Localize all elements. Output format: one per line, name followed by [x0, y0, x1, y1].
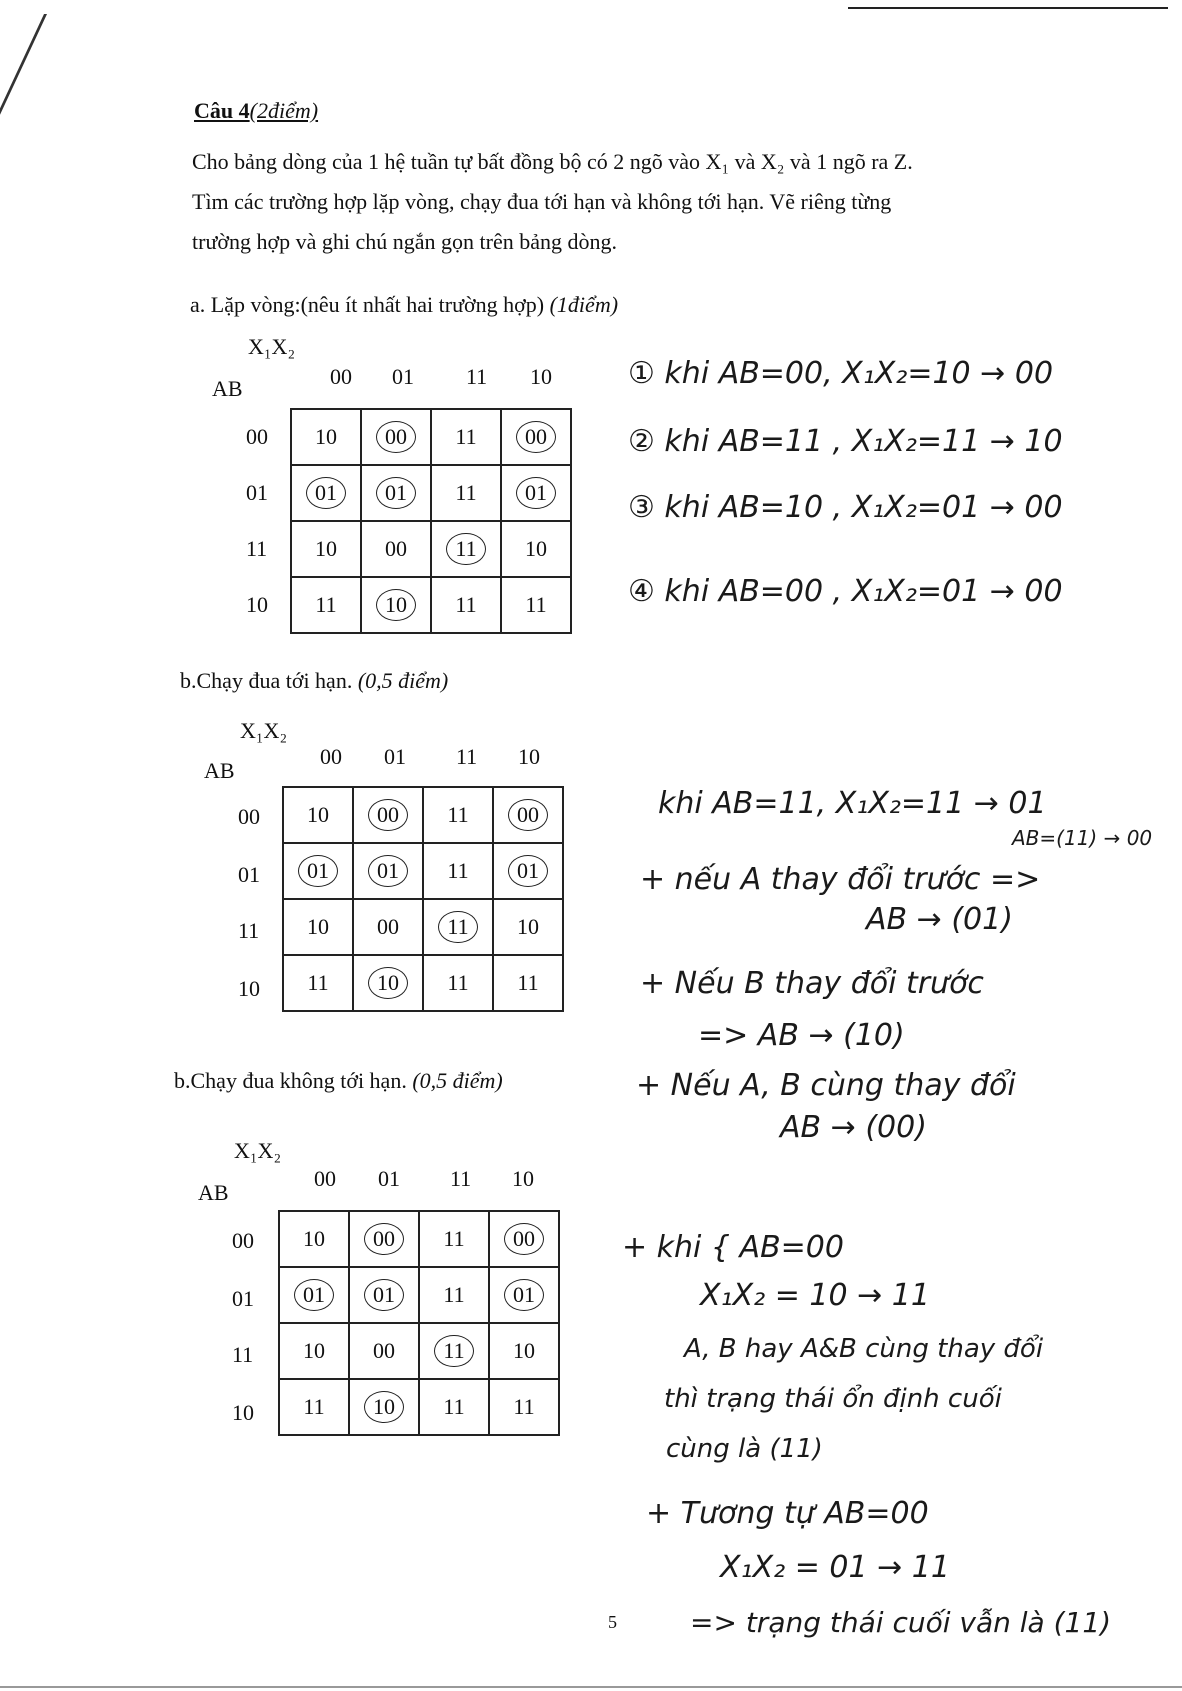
- stable-state: 01: [508, 855, 548, 887]
- table-cell: [431, 521, 501, 577]
- stable-state: 00: [368, 799, 408, 831]
- next-state: 10: [525, 536, 547, 561]
- next-state: 11: [315, 592, 337, 617]
- stable-state: 01: [376, 477, 416, 509]
- stable-state: 00: [364, 1223, 404, 1255]
- part-b1-label: b.Chạy đua tới hạn. (0,5 điểm): [180, 668, 449, 693]
- row-header: 10: [238, 976, 260, 1001]
- row-header: 00: [246, 424, 268, 449]
- next-state: 11: [303, 1394, 325, 1419]
- table-cell: [493, 955, 563, 1011]
- page-number: 5: [608, 1612, 617, 1632]
- next-state: 10: [307, 802, 329, 827]
- stable-state: 01: [298, 855, 338, 887]
- row-var-label: AB: [212, 376, 243, 401]
- next-state: 11: [455, 424, 477, 449]
- table-cell: [489, 1267, 559, 1323]
- table-cell: [361, 521, 431, 577]
- col-var-label: X₁X₂: [240, 718, 288, 743]
- table-cell: [419, 1211, 489, 1267]
- table-cell: [279, 1211, 349, 1267]
- table-cell: [353, 955, 423, 1011]
- note-b2-line: + khi { AB=00: [622, 1230, 844, 1265]
- note-b1-line: + Nếu B thay đổi trước: [640, 966, 984, 1001]
- stable-state: 11: [438, 911, 477, 943]
- col-header: 11: [466, 364, 488, 389]
- top-rule: [848, 7, 1168, 9]
- col-header: 00: [320, 744, 342, 769]
- part-b2-label: b.Chạy đua không tới hạn. (0,5 điểm): [174, 1068, 503, 1093]
- next-state: 10: [307, 914, 329, 939]
- note-b2-line: X₁X₂ = 10 → 11: [700, 1278, 930, 1313]
- table-row: [283, 955, 563, 1011]
- table-cell: [501, 465, 571, 521]
- col-header: 00: [314, 1166, 336, 1191]
- part-a-label: a. Lặp vòng:(nêu ít nhất hai trường hợp) (1điểm): [190, 292, 619, 317]
- table-cell: [419, 1267, 489, 1323]
- table-cell: [279, 1267, 349, 1323]
- next-state: 11: [443, 1226, 465, 1251]
- table-cell: [493, 787, 563, 843]
- table-cell: [489, 1379, 559, 1435]
- col-header: 00: [330, 364, 352, 389]
- next-state: 10: [303, 1226, 325, 1251]
- col-header: 11: [450, 1166, 472, 1191]
- next-state: 00: [373, 1338, 395, 1363]
- table-cell: [493, 843, 563, 899]
- question-points: (2điểm): [249, 98, 319, 123]
- col-header: 01: [378, 1166, 400, 1191]
- next-state: 00: [377, 914, 399, 939]
- note-b2-line: + Tương tự AB=00: [646, 1496, 929, 1531]
- table-row: [279, 1379, 559, 1435]
- flow-table-3: [278, 1210, 560, 1436]
- row-header: 10: [246, 592, 268, 617]
- flow-table-2: [282, 786, 564, 1012]
- next-state: 11: [513, 1394, 535, 1419]
- stable-state: 10: [368, 967, 408, 999]
- table-cell: [489, 1323, 559, 1379]
- note-b1-line: + nếu A thay đổi trước =>: [640, 862, 1041, 897]
- flow-table-1: [290, 408, 572, 634]
- table-cell: [361, 577, 431, 633]
- table-cell: [349, 1379, 419, 1435]
- table-cell: [353, 787, 423, 843]
- table-row: [283, 899, 563, 955]
- next-state: 11: [525, 592, 547, 617]
- table-cell: [423, 899, 493, 955]
- table-row: [291, 521, 571, 577]
- next-state: 11: [517, 970, 539, 995]
- row-var-label: AB: [198, 1180, 229, 1205]
- table-cell: [489, 1211, 559, 1267]
- row-header: 01: [246, 480, 268, 505]
- col-header: 10: [512, 1166, 534, 1191]
- note-b1-line: => AB → (10): [698, 1018, 905, 1053]
- table-row: [279, 1267, 559, 1323]
- table-row: [283, 787, 563, 843]
- next-state: 10: [303, 1338, 325, 1363]
- table-row: [291, 577, 571, 633]
- table-cell: [419, 1379, 489, 1435]
- row-header: 10: [232, 1400, 254, 1425]
- table-cell: [291, 577, 361, 633]
- note-a-line: ③ khi AB=10 , X₁X₂=01 → 00: [628, 490, 1063, 525]
- stable-state: 01: [364, 1279, 404, 1311]
- note-b2-line: cùng là (11): [666, 1434, 823, 1464]
- table-cell: [283, 843, 353, 899]
- note-b1-line: + Nếu A, B cùng thay đổi: [636, 1068, 1016, 1103]
- stable-state: 01: [516, 477, 556, 509]
- table-cell: [291, 409, 361, 465]
- stable-state: 11: [446, 533, 485, 565]
- next-state: 11: [455, 480, 477, 505]
- table-cell: [279, 1323, 349, 1379]
- next-state: 10: [315, 424, 337, 449]
- note-b2-line: => trạng thái cuối vẫn là (11): [690, 1606, 1112, 1639]
- row-header: 00: [238, 804, 260, 829]
- table-cell: [431, 409, 501, 465]
- question-title: [194, 98, 318, 124]
- col-header: 01: [392, 364, 414, 389]
- table-row: [279, 1323, 559, 1379]
- table-cell: [283, 787, 353, 843]
- col-header: 11: [456, 744, 478, 769]
- table-cell: [279, 1379, 349, 1435]
- table-cell: [423, 955, 493, 1011]
- stable-state: 01: [368, 855, 408, 887]
- col-var-label: X₁X₂: [234, 1138, 282, 1163]
- table-cell: [431, 577, 501, 633]
- stable-state: 01: [306, 477, 346, 509]
- intro-paragraph: [192, 142, 1092, 262]
- intro-line: Tìm các trường hợp lặp vòng, chạy đua tới hạn và không tới hạn. Vẽ riêng từng: [192, 189, 892, 214]
- note-b2-line: A, B hay A&B cùng thay đổi: [684, 1334, 1044, 1364]
- margin-stroke: [0, 14, 47, 244]
- table-row: [279, 1211, 559, 1267]
- question-label: Câu 4: [194, 98, 250, 123]
- note-a-line: ④ khi AB=00 , X₁X₂=01 → 00: [628, 574, 1063, 609]
- table-cell: [423, 787, 493, 843]
- stable-state: 01: [504, 1279, 544, 1311]
- next-state: 11: [455, 592, 477, 617]
- table-cell: [349, 1267, 419, 1323]
- next-state: 10: [517, 914, 539, 939]
- table-cell: [283, 899, 353, 955]
- table-cell: [349, 1323, 419, 1379]
- table-cell: [353, 843, 423, 899]
- table-cell: [501, 409, 571, 465]
- table-row: [283, 843, 563, 899]
- row-var-label: AB: [204, 758, 235, 783]
- note-b2-line: thì trạng thái ổn định cuối: [664, 1384, 1002, 1414]
- row-header: 11: [238, 918, 260, 943]
- note-a-line: ② khi AB=11 , X₁X₂=11 → 10: [628, 424, 1063, 459]
- table-cell: [501, 521, 571, 577]
- next-state: 11: [307, 970, 329, 995]
- note-b1-line: AB → (01): [866, 902, 1013, 937]
- table-cell: [283, 955, 353, 1011]
- table-cell: [349, 1211, 419, 1267]
- stable-state: 11: [434, 1335, 473, 1367]
- next-state: 11: [443, 1282, 465, 1307]
- table-cell: [291, 521, 361, 577]
- stable-state: 01: [294, 1279, 334, 1311]
- row-header: 00: [232, 1228, 254, 1253]
- table-cell: [361, 409, 431, 465]
- stable-state: 10: [364, 1391, 404, 1423]
- next-state: 11: [443, 1394, 465, 1419]
- next-state: 10: [315, 536, 337, 561]
- table-cell: [419, 1323, 489, 1379]
- intro-line: trường hợp và ghi chú ngắn gọn trên bảng dòng.: [192, 229, 618, 254]
- note-a-line: ① khi AB=00, X₁X₂=10 → 00: [628, 356, 1054, 391]
- next-state: 11: [447, 970, 469, 995]
- row-header: 01: [232, 1286, 254, 1311]
- row-header: 11: [232, 1342, 254, 1367]
- row-header: 01: [238, 862, 260, 887]
- table-cell: [361, 465, 431, 521]
- note-b1-line: AB=(11) → 00: [1012, 826, 1153, 850]
- table-cell: [291, 465, 361, 521]
- table-row: [291, 409, 571, 465]
- stable-state: 00: [376, 421, 416, 453]
- next-state: 11: [447, 858, 469, 883]
- stable-state: 00: [508, 799, 548, 831]
- note-b1-line: AB → (00): [780, 1110, 927, 1145]
- next-state: 10: [513, 1338, 535, 1363]
- table-cell: [353, 899, 423, 955]
- col-var-label: X₁X₂: [248, 334, 296, 359]
- table-cell: [431, 465, 501, 521]
- next-state: 00: [385, 536, 407, 561]
- intro-line: Cho bảng dòng của 1 hệ tuần tự bất đồng bộ có 2 ngõ vào X₁ và X₂ và 1 ngõ ra Z.: [192, 149, 913, 174]
- table-row: [291, 465, 571, 521]
- table-cell: [423, 843, 493, 899]
- bottom-rule: [0, 1686, 1182, 1688]
- table-cell: [501, 577, 571, 633]
- stable-state: 00: [504, 1223, 544, 1255]
- col-header: 10: [530, 364, 552, 389]
- next-state: 11: [447, 802, 469, 827]
- note-b1-line: khi AB=11, X₁X₂=11 → 01: [658, 786, 1047, 821]
- note-b2-line: X₁X₂ = 01 → 11: [720, 1550, 950, 1585]
- table-cell: [493, 899, 563, 955]
- col-header: 10: [518, 744, 540, 769]
- stable-state: 10: [376, 589, 416, 621]
- col-header: 01: [384, 744, 406, 769]
- stable-state: 00: [516, 421, 556, 453]
- row-header: 11: [246, 536, 268, 561]
